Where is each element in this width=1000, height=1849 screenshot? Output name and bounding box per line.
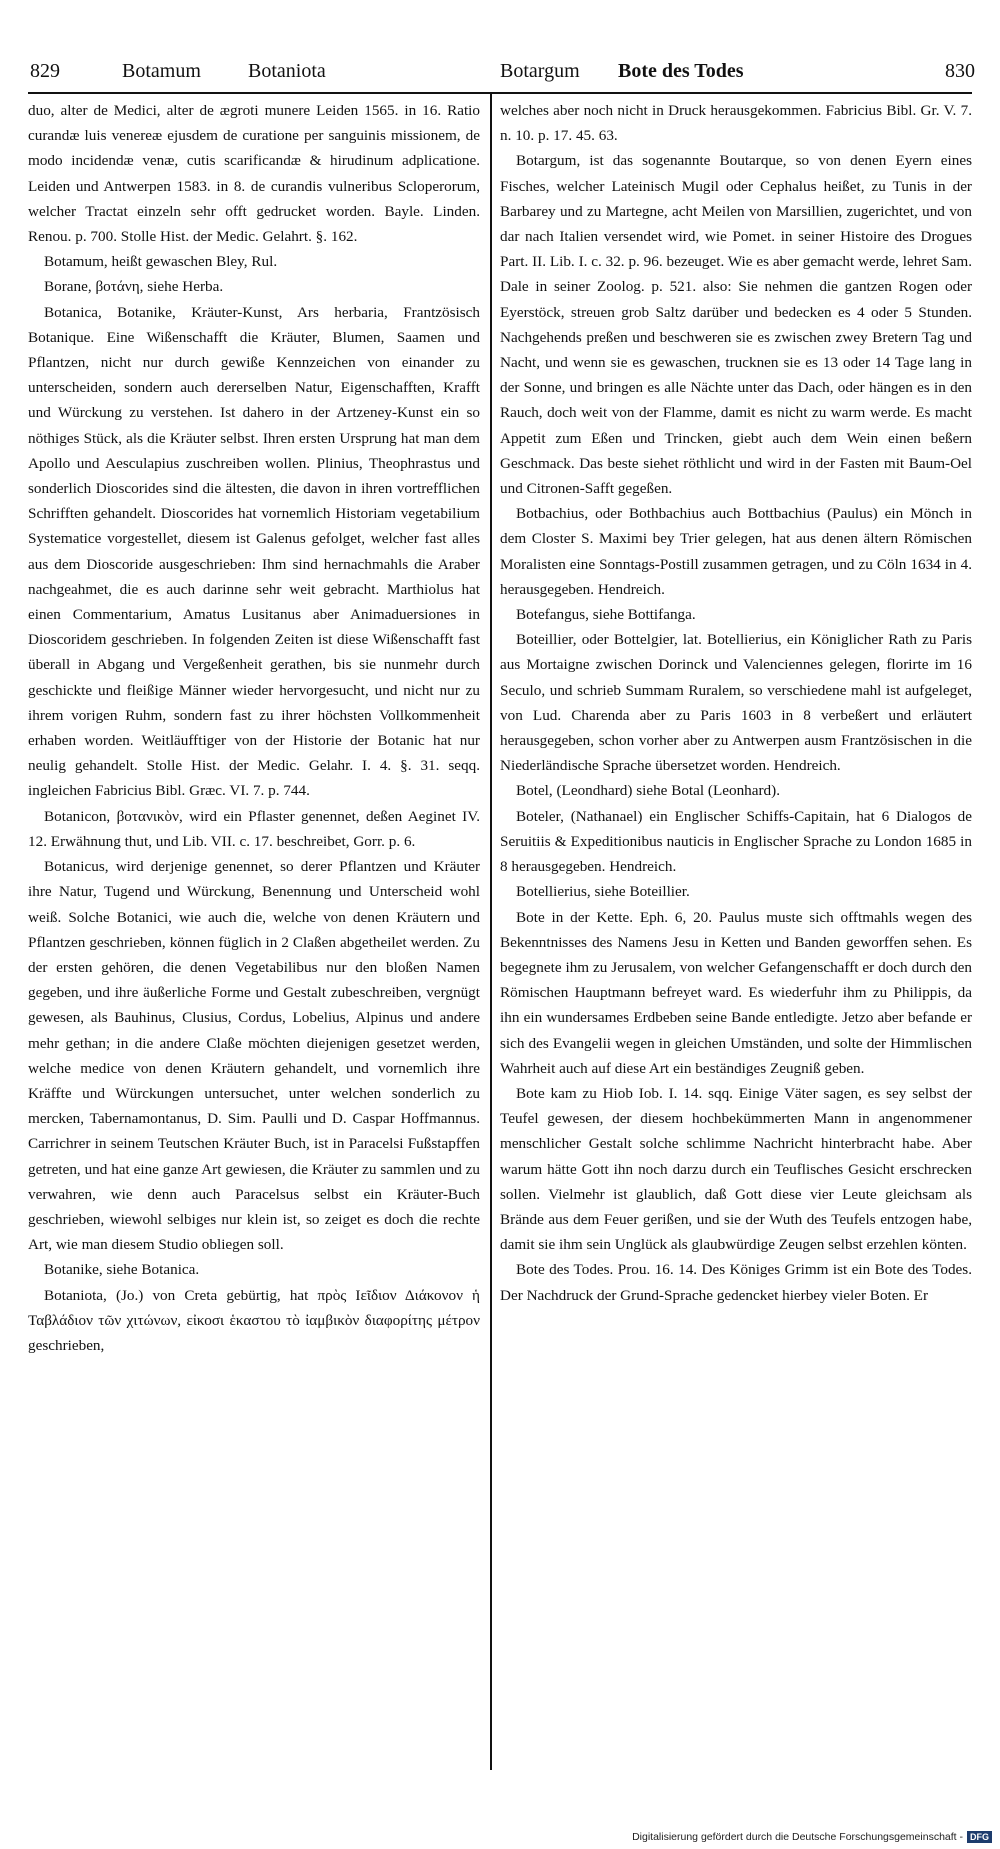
column-divider xyxy=(490,94,492,1770)
right-column xyxy=(500,98,972,1308)
digitization-footer xyxy=(632,1831,992,1843)
entry-botaniota: Botaniota, (Jo.) von Creta gebürtig, hat πρὸς Ιεῖδιον Διάκονον ἡ Ταβλάδιον τῶν χιτώνων, εἰκοσι ἑκαστου τὸ ἰαμβικὸν διαφορίτης μέτρον geschrieben, xyxy=(28,1286,480,1354)
entry-botel: Botel, (Leondhard) siehe Botal (Leonhard). xyxy=(516,782,781,800)
entry-bote-kam-zu-hiob: Bote kam zu Hiob Iob. I. 14. sqq. Einige Väter sagen, es sey selbst der Teufel gewesen, der diesem hochbekümmerten Mann in angenommener menschlicher Gestalt solche schlimme Nachricht hinterbracht habe. Aber warum hätte Gott ihn noch darzu durch ein Teuflisches Gesicht erschrecken sollen. Vielmehr ist glaublich, daß Gott diese vier Leute gleichsam als Brände aus dem Feuer gerißen, und sie der Wuth des Teufels entzogen habe, damit sie ihm sein Unglück als glaubwürdige Zeugen selbst erzehlen könten. xyxy=(500,1084,972,1254)
catchword-right-2: Bote des Todes xyxy=(618,60,744,82)
entry-bote-in-der-kette: Bote in der Kette. Eph. 6, 20. Paulus muste sich offtmahls wegen des Bekenntnisses des Namens Jesu in Ketten und Banden geworffen sehen. Es begegnete ihm zu Jerusalem, von welcher Gefangenschafft er doch durch den Römischen Hauptmann befreyet ward. Es wiederfuhr ihm zu Philippis, da ihn ein wundersames Erdbeben seine Bande entledigte. Jetzo aber befande er sich des Evangelii wegen in gleichen Umständen, und solte der Himmlischen Wahrheit auch auf diese Art ein beständiges Zeugniß geben. xyxy=(500,908,972,1077)
entry-botamum: Botamum, heißt gewaschen Bley, Rul. xyxy=(44,253,278,271)
entry-botellierius: Botellierius, siehe Boteillier. xyxy=(516,883,690,901)
entry-botbachius: Botbachius, oder Bothbachius auch Bottbachius (Paulus) ein Mönch in dem Closter S. Maximi bey Trier gelegen, hat aus denen ältern Römischen Moralisten eine Sonntags-Postill zusammen getragen, und zu Cöln 1634 in 4. herausgegeben. Hendreich. xyxy=(500,505,972,598)
entry-botanica: Botanica, Botanike, Kräuter-Kunst, Ars herbaria, Frantzösisch Botanique. Eine Wißenschafft die Kräuter, Blumen, Saamen und Pflantzen, nicht nur durch gewiße Kennzeichen von einander zu unterscheiden, sondern auch dererselben Natur, Eigenschafften, Krafft und Würckung zu verstehen. Ist dahero in der Artzeney-Kunst ein so nöthiges Stück, als die Kräuter selbst. Ihren ersten Ursprung hat man dem Apollo und Aesculapius zuschreiben wollen. Plinius, Theophrastus und sonderlich Dioscorides sind die ältesten, die davon in ihren vortrefflichen Schrifften gehandelt. Dioscorides hat vornemlich Historiam vegetabilium Systematice vorgestellet, diesem ist Galenus gefolget, welcher fast alles aus dem Dioscoride ausgeschrieben: Ihm sind hernachmahls die Araber nachgeahmet, die es auch darinne sehr weit gebracht. Marthiolus hat einen Commentarium, Amatus Lusitanus aber Animaduersiones in Dioscoridem geschrieben. In folgenden Zeiten ist diese Wißenschafft fast überall in Abgang und Vergeßenheit gerathen, bis sie nunmehr durch geschickte und fleißige Männer wieder hervorgesucht, und nicht nur zu ihrem vorigen Ruhm, sondern fast zu ihrer höchsten Vollkommenheit erhaben worden. Weitläufftiger von der Historie der Botanic hat nur neulig gehandelt. Stolle Hist. der Medic. Gelahr. I. 4. §. 31. seqq. ingleichen Fabricius Bibl. Græc. VI. 7. p. 744. xyxy=(28,303,480,800)
entry-bote-des-todes: Bote des Todes. Prou. 16. 14. Des Königes Grimm ist ein Bote des Todes. Der Nachdruck der Grund-Sprache gedencket hierbey vieler Boten. Er xyxy=(500,1261,972,1304)
header-rule xyxy=(28,92,972,94)
footer-text: Digitalisierung gefördert durch die Deutsche Forschungsgemeinschaft - xyxy=(632,1831,963,1843)
left-column xyxy=(28,98,480,1358)
entry-continuation-right: welches aber noch nicht in Druck herausgekommen. Fabricius Bibl. Gr. V. 7. n. 10. p. 17. 45. 63. xyxy=(500,102,972,145)
entry-botefangus: Botefangus, siehe Bottifanga. xyxy=(516,606,696,624)
entry-botanike: Botanike, siehe Botanica. xyxy=(44,1261,200,1279)
page-number-right: 830 xyxy=(945,60,975,82)
entry-boteillier: Boteillier, oder Bottelgier, lat. Botellierius, ein Königlicher Rath zu Paris aus Mortaigne zwischen Dorinck und Valenciennes gelegen, florirte im 16 Seculo, und schrieb Summam Ruralem, so verschiedene mahl ist aufgeleget, von Lud. Charenda aber zu Paris 1603 in 8 verbeßert und erläutert herausgegeben, schon vorher aber zu Antwerpen ausm Frantzösischen in die Niederländische Sprache übersetzet worden. Hendreich. xyxy=(500,631,972,775)
running-header xyxy=(30,60,975,88)
entry-botanicus: Botanicus, wird derjenige genennet, so derer Pflantzen und Kräuter ihre Natur, Tugend und Würckung, Benennung und Unterscheid wohl weiß. Solche Botanici, wie auch die, welche von denen Kräutern und Pflantzen geschrieben, können füglich in 2 Claßen abgetheilet werden. Zu der ersten gehören, die denen Vegetabilibus nur den bloßen Namen gegeben, und ihre äußerliche Forme und Gestalt zubeschreiben, vergnügt gewesen, als Bauhinus, Clusius, Cordus, Lobelius, Alpinus und andere mehr gethan; in die andere Claße möchten diejenigen gesetzet werden, welche medice von denen Kräutern gehandelt, und vornemlich ihre Kräffte und Würckungen untersuchet, unter welchen sonderlich zu mercken, Tabernamontanus, D. Sim. Paulli und D. Caspar Hoffmannus. Carrichrer in seinem Teutschen Kräuter Buch, ist in Paracelsi Fußstapffen getreten, und hat eine ganze Art gewiesen, die Kräuter zu sammlen und zu verwahren, wie denn auch Paracelsus selbst ein Kräuter-Buch geschrieben, wiewohl selbiges nur klein ist, so zeiget es doch die rechte Art, wie man diesem Studio obliegen soll. xyxy=(28,858,480,1254)
entry-botargum: Botargum, ist das sogenannte Boutarque, so von denen Eyern eines Fisches, welcher Lateinisch Mugil oder Cephalus heißet, zu Tunis in der Barbarey und zu Martegne, acht Meilen von Marsillien, zugerichtet, und von dar nach Italien versendet wird, wie Pomet. in seiner Histoire des Drogues Part. II. Lib. I. c. 32. p. 96. bezeuget. Wie es aber gemacht werde, lehret Sam. Dale in seiner Zoolog. p. 521. also: Sie nehmen die gantzen Rogen oder Eyerstöck, streuen grob Saltz darüber und bedecken es 4 oder 5 Stunden. Nachgehends preßen und beschweren sie es zwischen zwey Bretern Tag und Nacht, und wenn sie es gewaschen, trucknen sie es 13 oder 14 Tage lang in der Sonne, und bringen es alle Nächte unter das Dach, oder hängen es in den Rauch, doch weit von der Flamme, damit es nicht zu warm werde. Es macht Appetit zum Eßen und Trincken, giebt auch dem Wein einen beßern Geschmack. Das beste siehet röthlicht und wird in der Fasten mit Baum-Oel und Citronen-Safft gegeßen. xyxy=(500,152,972,498)
page-number-left: 829 xyxy=(30,60,60,82)
entry-borane: Borane, βοτάνη, siehe Herba. xyxy=(44,278,224,296)
entry-boteler: Boteler, (Nathanael) ein Englischer Schiffs-Capitain, hat 6 Dialogos de Seruitiis & Expeditionibus nauticis in Englischer Sprache zu London 1685 in 8 herausgegeben. Hendreich. xyxy=(500,807,972,876)
catchword-left-2: Botaniota xyxy=(248,60,326,82)
dfg-logo: DFG xyxy=(967,1831,992,1843)
entry-continuation: duo, alter de Medici, alter de ægroti munere Leiden 1565. in 16. Ratio curandæ luis venereæ ejusdem de curatione per sanguinis missionem, de modo incidendæ venæ, cutis scarificandæ & hirudinum adplicatione. Leiden und Antwerpen 1583. in 8. de curandis vulneribus Scloperorum, welcher Tractat einzeln sehr offt gedrucket worden. Bayle. Linden. Renou. p. 700. Stolle Hist. der Medic. Gelahrt. §. 162. xyxy=(28,102,480,246)
catchword-left-1: Botamum xyxy=(122,60,201,82)
entry-botanicon: Botanicon, βοτανικὸν, wird ein Pflaster genennet, deßen Aeginet IV. 12. Erwähnung thut, und Lib. VII. c. 17. beschreibet, Gorr. p. 6. xyxy=(28,807,480,850)
catchword-right-1: Botargum xyxy=(500,60,580,82)
